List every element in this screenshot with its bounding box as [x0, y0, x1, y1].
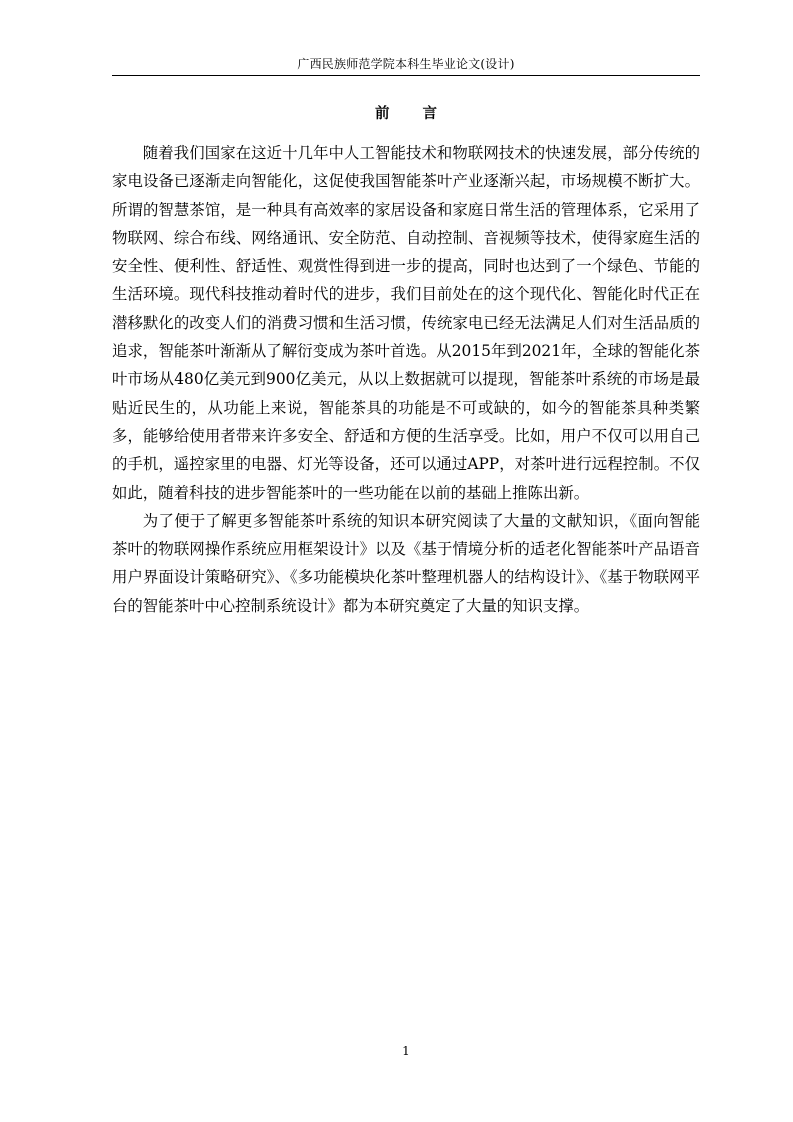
section-title: 前 言 [374, 105, 452, 122]
body-text [112, 139, 700, 620]
paragraph: 为了便于了解更多智能茶叶系统的知识本研究阅读了大量的文献知识，《面向智能茶叶的物联网操作系统应用框架设计》以及《基于情境分析的适老化智能茶叶产品语音用户界面设计策略研究》、《多功能模块化茶叶整理机器人的结构设计》、《基于物联网平台的智能茶叶中心控制系统设计》都为本研究奠定了大量的知识支撑。 [112, 511, 700, 615]
header-rule [112, 75, 700, 76]
page-number: 1 [402, 1044, 410, 1058]
running-header: 广西民族师范学院本科生毕业论文(设计) [297, 57, 515, 71]
paragraph: 随着我们国家在这近十几年中人工智能技术和物联网技术的快速发展，部分传统的家电设备已逐渐走向智能化，这促使我国智能茶叶产业逐渐兴起，市场规模不断扩大。所谓的智慧茶馆，是一种具有高效率的家居设备和家庭日常生活的管理体系，它采用了物联网、综合布线、网络通讯、安全防范、自动控制、音视频等技术，使得家庭生活的安全性、便利性、舒适性、观赏性得到进一步的提高，同时也达到了一个绿色、节能的生活环境。现代科技推动着时代的进步，我们目前处在的这个现代化、智能化时代正在潜移默化的改变人们的消费习惯和生活习惯，传统家电已经无法满足人们对生活品质的追求，智能茶叶渐渐从了解衍变成为茶叶首选。从2015年到2021年，全球的智能化茶叶市场从480亿美元到900亿美元，从以上数据就可以提现，智能茶叶系统的市场是最贴近民生的，从功能上来说，智能茶具的功能是不可或缺的，如今的智能茶具种类繁多，能够给使用者带来许多安全、舒适和方便的生活享受。比如，用户不仅可以用自己的手机，遥控家里的电器、灯光等设备，还可以通过APP，对茶叶进行远程控制。不仅如此，随着科技的进步智能茶叶的一些功能在以前的基础上推陈出新。 [112, 144, 700, 502]
